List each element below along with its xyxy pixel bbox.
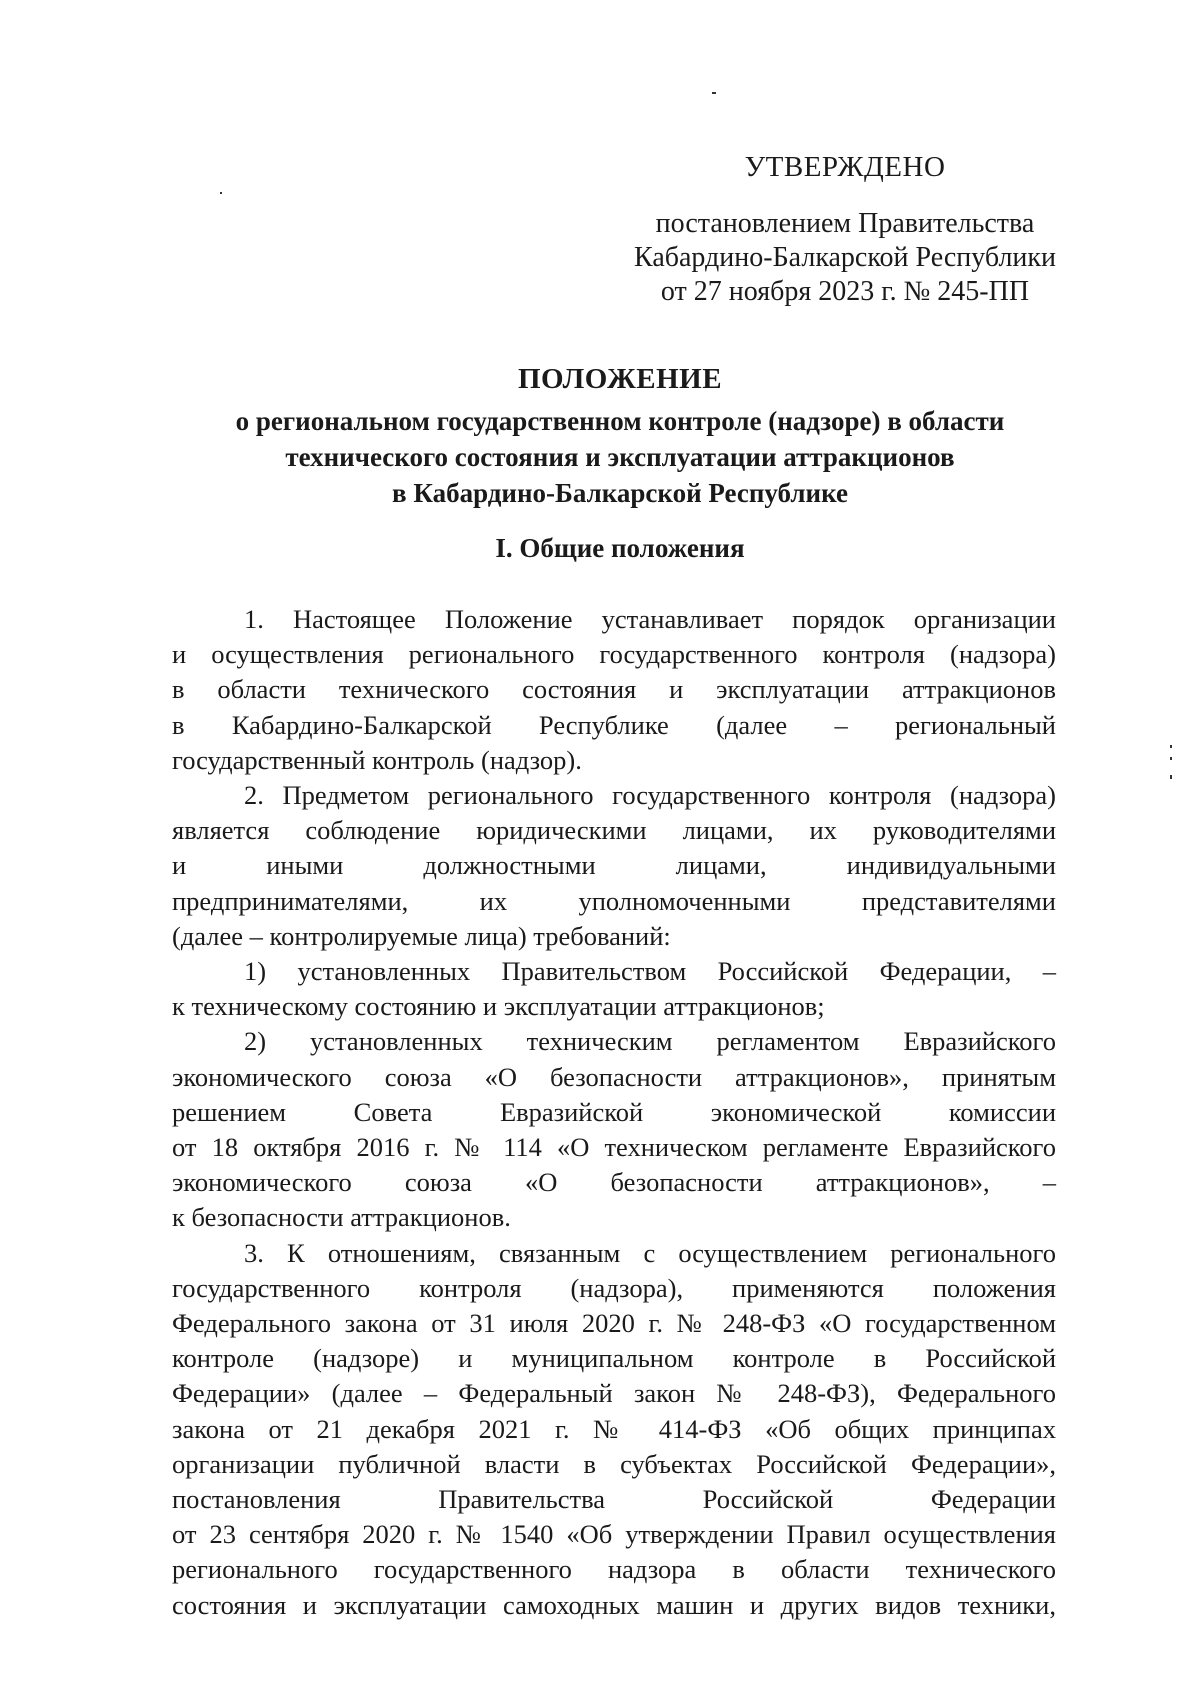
paragraph-line: государственного контроля (надзора), применяются положения bbox=[172, 1272, 1056, 1303]
paragraph-line: 1) установленных Правительством Российской Федерации, – bbox=[244, 956, 1056, 987]
paragraph-line: государственный контроль (надзор). bbox=[172, 744, 582, 775]
scan-speck bbox=[1170, 745, 1172, 748]
paragraph-line: Федерального закона от 31 июля 2020 г. № 248-ФЗ «О государственном bbox=[172, 1308, 1056, 1339]
subtitle-line: о региональном государственном контроле (надзоре) в области bbox=[235, 406, 1005, 436]
approval-title: УТВЕРЖДЕНО bbox=[744, 151, 946, 183]
subtitle-line: в Кабардино-Балкарской Республике bbox=[392, 478, 848, 508]
subtitle-line: технического состояния и эксплуатации аттракционов bbox=[285, 442, 955, 472]
approval-line-1: постановлением Правительства bbox=[655, 208, 1035, 239]
paragraph-line: регионального государственного надзора в области технического bbox=[172, 1554, 1056, 1585]
paragraph-line: является соблюдение юридическими лицами, их руководителями bbox=[172, 815, 1056, 846]
paragraph-line: 1. Настоящее Положение устанавливает порядок организации bbox=[244, 604, 1056, 634]
paragraph-line: от 23 сентября 2020 г. № 1540 «Об утверждении Правил осуществления bbox=[172, 1519, 1056, 1550]
paragraph-line: закона от 21 декабря 2021 г. № 414-ФЗ «Об общих принципах bbox=[172, 1413, 1056, 1444]
paragraph-line: экономического союза «О безопасности аттракционов», принятым bbox=[172, 1061, 1056, 1092]
paragraph-line: постановления Правительства Российской Федерации bbox=[172, 1484, 1056, 1515]
scan-speck bbox=[220, 192, 222, 194]
paragraph-line: состояния и эксплуатации самоходных машин и других видов техники, bbox=[172, 1589, 1056, 1620]
document-title: ПОЛОЖЕНИЕ bbox=[517, 363, 723, 395]
paragraph bbox=[172, 778, 1056, 954]
paragraph-line: контроле (надзоре) и муниципальном контроле в Российской bbox=[172, 1343, 1056, 1374]
paragraph-line: 2. Предметом регионального государственного контроля (надзора) bbox=[244, 780, 1056, 811]
paragraph bbox=[172, 1236, 1056, 1623]
paragraph-line: и осуществления регионального государственного контроля (надзора) bbox=[172, 639, 1056, 670]
paragraph bbox=[172, 1024, 1056, 1235]
section-title: I. Общие положения bbox=[495, 533, 745, 563]
paragraph-line: предпринимателями, их уполномоченными представителями bbox=[172, 885, 1056, 916]
document-body bbox=[172, 602, 1056, 1623]
paragraph bbox=[172, 602, 1056, 778]
approval-stamp bbox=[615, 150, 1075, 309]
scan-speck bbox=[1170, 775, 1172, 779]
paragraph-line: (далее – контролируемые лица) требований: bbox=[172, 920, 671, 951]
paragraph-line: от 18 октября 2016 г. № 114 «О техническом регламенте Евразийского bbox=[172, 1132, 1056, 1163]
paragraph-line: в области технического состояния и эксплуатации аттракционов bbox=[172, 674, 1056, 705]
scan-speck bbox=[1170, 757, 1172, 760]
paragraph-line: к техническому состоянию и эксплуатации аттракционов; bbox=[172, 991, 825, 1022]
paragraph-line: решением Совета Евразийской экономической комиссии bbox=[172, 1096, 1056, 1127]
paragraph-line: организации публичной власти в субъектах Российской Федерации», bbox=[172, 1448, 1056, 1479]
paragraph-line: 2) установленных техническим регламентом Евразийского bbox=[244, 1026, 1056, 1057]
paragraph-line: к безопасности аттракционов. bbox=[172, 1202, 511, 1233]
paragraph-line: 3. К отношениям, связанным с осуществлением регионального bbox=[244, 1237, 1056, 1268]
paragraph-line: и иными должностными лицами, индивидуальными bbox=[172, 850, 1056, 881]
document-subtitle bbox=[170, 403, 1070, 511]
paragraph-line: экономического союза «О безопасности аттракционов», – bbox=[172, 1167, 1056, 1198]
paragraph bbox=[172, 954, 1056, 1024]
scan-speck bbox=[712, 92, 716, 94]
paragraph-line: Федерации» (далее – Федеральный закон № 248-ФЗ), Федерального bbox=[172, 1378, 1056, 1409]
paragraph-line: в Кабардино-Балкарской Республике (далее – региональный bbox=[172, 709, 1056, 740]
approval-line-3: от 27 ноября 2023 г. № 245-ПП bbox=[660, 276, 1030, 307]
approval-line-2: Кабардино-Балкарской Республики bbox=[634, 242, 1056, 273]
